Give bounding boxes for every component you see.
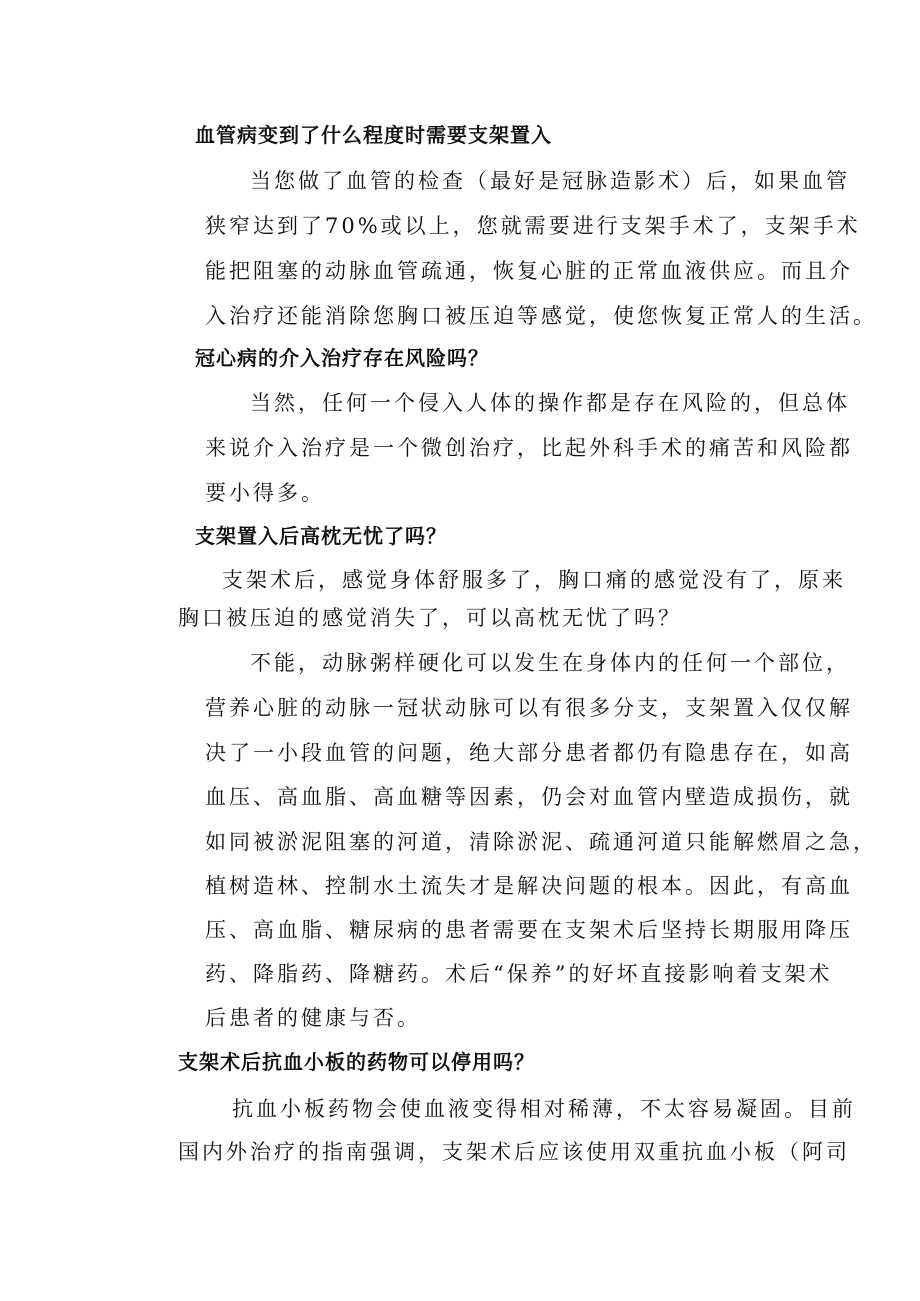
paragraph-line: 要小得多。 xyxy=(205,481,325,505)
paragraph-line: 能把阻塞的动脉血管疏通，恢复心脏的正常血液供应。而且介 xyxy=(205,259,853,283)
paragraph-line: 压、高血脂、糖尿病的患者需要在支架术后坚持长期服用降压 xyxy=(205,918,853,942)
section-heading: 冠心病的介入治疗存在风险吗？ xyxy=(195,346,489,370)
paragraph-line: 植树造林、控制水土流失才是解决问题的根本。因此，有高血 xyxy=(205,874,853,898)
paragraph-line: 当然，任何一个侵入人体的操作都是存在风险的，但总体 xyxy=(250,391,850,415)
paragraph-line: 入治疗还能消除您胸口被压迫等感觉，使您恢复正常人的生活。 xyxy=(205,304,877,328)
paragraph-line: 当您做了血管的检查（最好是冠脉造影术）后，如果血管 xyxy=(250,169,850,193)
paragraph-line: 来说介入治疗是一个微创治疗，比起外科手术的痛苦和风险都 xyxy=(205,436,853,460)
paragraph-line: 血压、高血脂、高血糖等因素，仍会对血管内壁造成损伤，就 xyxy=(205,785,853,809)
paragraph-line: 国内外治疗的指南强调，支架术后应该使用双重抗血小板（阿司 xyxy=(178,1140,850,1164)
paragraph-line: 药、降脂药、降糖药。术后“保养”的好坏直接影响着支架术 xyxy=(205,962,833,986)
paragraph-line: 狭窄达到了70%或以上，您就需要进行支架手术了，支架手术 xyxy=(205,214,861,238)
paragraph-line: 不能，动脉粥样硬化可以发生在身体内的任何一个部位， xyxy=(250,651,850,675)
paragraph-line: 胸口被压迫的感觉消失了，可以高枕无忧了吗？ xyxy=(178,606,682,630)
paragraph-line: 如同被淤泥阻塞的河道，清除淤泥、疏通河道只能解燃眉之急， xyxy=(205,830,877,854)
paragraph-line: 营养心脏的动脉一冠状动脉可以有很多分支，支架置入仅仅解 xyxy=(205,696,853,720)
section-heading: 支架术后抗血小板的药物可以停用吗？ xyxy=(178,1050,535,1074)
section-heading: 支架置入后高枕无忧了吗？ xyxy=(195,524,447,548)
section-heading: 血管病变到了什么程度时需要支架置入 xyxy=(195,123,552,147)
paragraph-line: 抗血小板药物会使血液变得相对稀薄，不太容易凝固。目前 xyxy=(232,1097,856,1121)
paragraph-line: 决了一小段血管的问题，绝大部分患者都仍有隐患存在，如高 xyxy=(205,741,853,765)
paragraph-line: 支架术后，感觉身体舒服多了，胸口痛的感觉没有了，原来 xyxy=(222,568,846,592)
paragraph-line: 后患者的健康与否。 xyxy=(205,1006,421,1030)
